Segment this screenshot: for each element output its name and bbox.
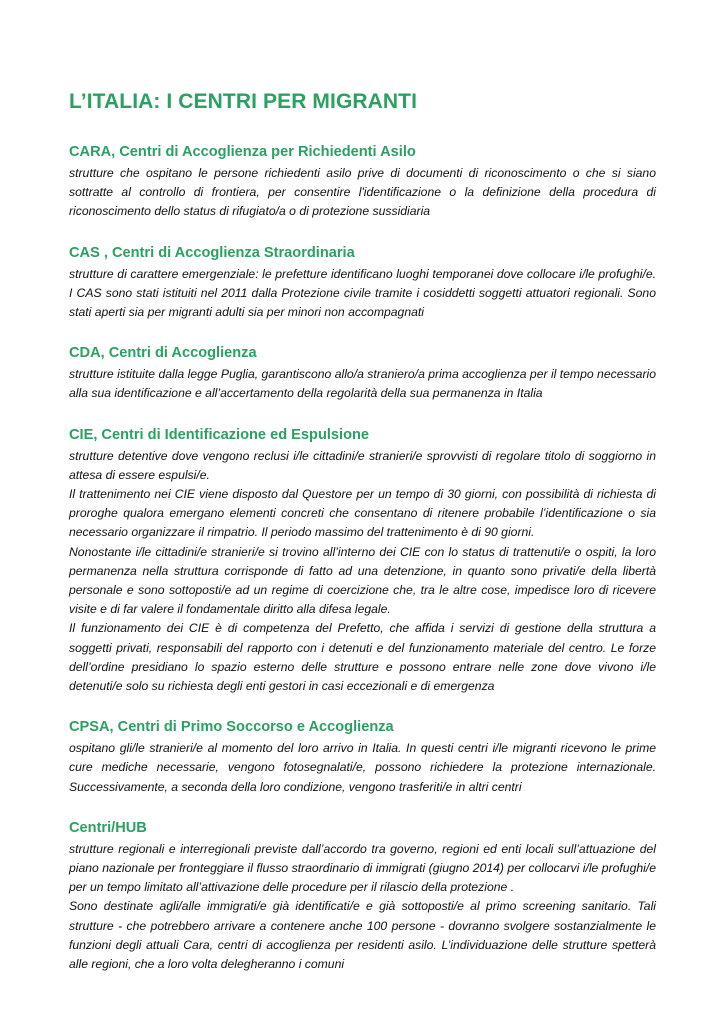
- section-heading: CAS , Centri di Accoglienza Straordinaria: [69, 244, 355, 261]
- section-hub: [69, 818, 656, 974]
- section-heading: CPSA, Centri di Primo Soccorso e Accoglienza: [69, 719, 394, 736]
- paragraph: strutture che ospitano le persone richiedenti asilo prive di documenti di riconoscimento o che si siano sottratte al controllo di frontiera, per consentire l'identificazione o la definizione della procedura di riconoscimento dello status di rifugiato/a o di protezione sussidiaria: [69, 166, 656, 219]
- section-cpsa: [69, 717, 656, 797]
- document-page: [69, 84, 656, 995]
- section-body: [69, 164, 656, 222]
- paragraph: strutture detentive dove vengono reclusi i/le cittadini/e stranieri/e sprovvisti di regolare titolo di soggiorno in attesa di essere espulsi/e.: [69, 448, 656, 482]
- section-cas: [69, 243, 656, 323]
- section-body: [69, 739, 656, 797]
- section-body: [69, 365, 656, 403]
- section-heading: CDA, Centri di Accoglienza: [69, 345, 257, 362]
- paragraph: ospitano gli/le stranieri/e al momento del loro arrivo in Italia. In questi centri i/le migranti ricevono le prime cure mediche necessarie, vengono fotosegnalati/e, possono richiedere la protezione internazionale. Successivamente, a seconda della loro condizione, vengono trasferiti/e in altri centri: [69, 741, 656, 794]
- section-cda: [69, 343, 656, 403]
- section-body: [69, 265, 656, 323]
- section-heading: CARA, Centri di Accoglienza per Richiedenti Asilo: [69, 144, 416, 160]
- paragraph: strutture istituite dalla legge Puglia, garantiscono allo/a straniero/a prima accoglienza per il tempo necessario alla sua identificazione e all’accertamento della regolarità della sua permanenza in Italia: [69, 367, 656, 401]
- section-heading: CIE, Centri di Identificazione ed Espulsione: [69, 426, 370, 443]
- section-body: [69, 840, 656, 974]
- paragraph: Il funzionamento dei CIE è di competenza del Prefetto, che affida i servizi di gestione della struttura a soggetti privati, responsabili del rapporto con i detenuti e del funzionamento materiale del centro. Le forze dell’ordine presidiano lo spazio esterno delle strutture e possono entrare nelle zone dove vivono i/le detenuti/e solo su richiesta degli enti gestori in casi eccezionali e di emergenza: [69, 621, 656, 694]
- paragraph: Nonostante i/le cittadini/e stranieri/e si trovino all’interno dei CIE con lo status di trattenuti/e o ospiti, la loro permanenza nella struttura corrisponde di fatto ad una detenzione, in quanto sono privati/e della libertà personale e sono sottoposti/e ad un regime di coercizione che, tra le altre cose, impedisce loro di ricevere visite e di far valere il fondamentale diritto alla difesa legale.: [69, 544, 656, 617]
- page-title: L’ITALIA: I CENTRI PER MIGRANTI: [69, 90, 418, 113]
- section-cara: [69, 142, 656, 222]
- paragraph: strutture regionali e interregionali previste dall’accordo tra governo, regioni ed enti locali sull’attuazione del piano nazionale per fronteggiare il flusso straordinario di immigrati (giugno 2014) per collocarvi i/le profughi/e per un tempo limitato all’attivazione delle procedure per il rilascio della protezione .: [69, 841, 656, 895]
- paragraph: strutture di carattere emergenziale: le prefetture identificano luoghi temporanei dove collocare i/le profughi/e. I CAS sono stati istituiti nel 2011 dalla Protezione civile tramite i cosiddetti soggetti attuatori regionali. Sono stati aperti sia per migranti adulti sia per minori non accompagnati: [69, 266, 656, 320]
- section-body: [69, 447, 656, 697]
- paragraph: Sono destinate agli/alle immigrati/e già identificati/e e già sottoposti/e al primo screening sanitario. Tali strutture - che potrebbero arrivare a contenere anche 100 persone - dovranno svolgere sostanzialmente le funzioni degli attuali Cara, centri di accoglienza per residenti asilo. L’individuazione delle strutture spetterà alle regioni, che a loro volta delegheranno i comuni: [69, 899, 656, 972]
- section-heading: Centri/HUB: [69, 819, 147, 836]
- paragraph: Il trattenimento nei CIE viene disposto dal Questore per un tempo di 30 giorni, con possibilità di richiesta di proroghe qualora emergano elementi concreti che consentano di ritenere probabile l’identificazione o sia necessario organizzare il rimpatrio. Il periodo massimo del trattenimento è di 90 giorni.: [69, 487, 656, 540]
- section-cie: [69, 425, 656, 697]
